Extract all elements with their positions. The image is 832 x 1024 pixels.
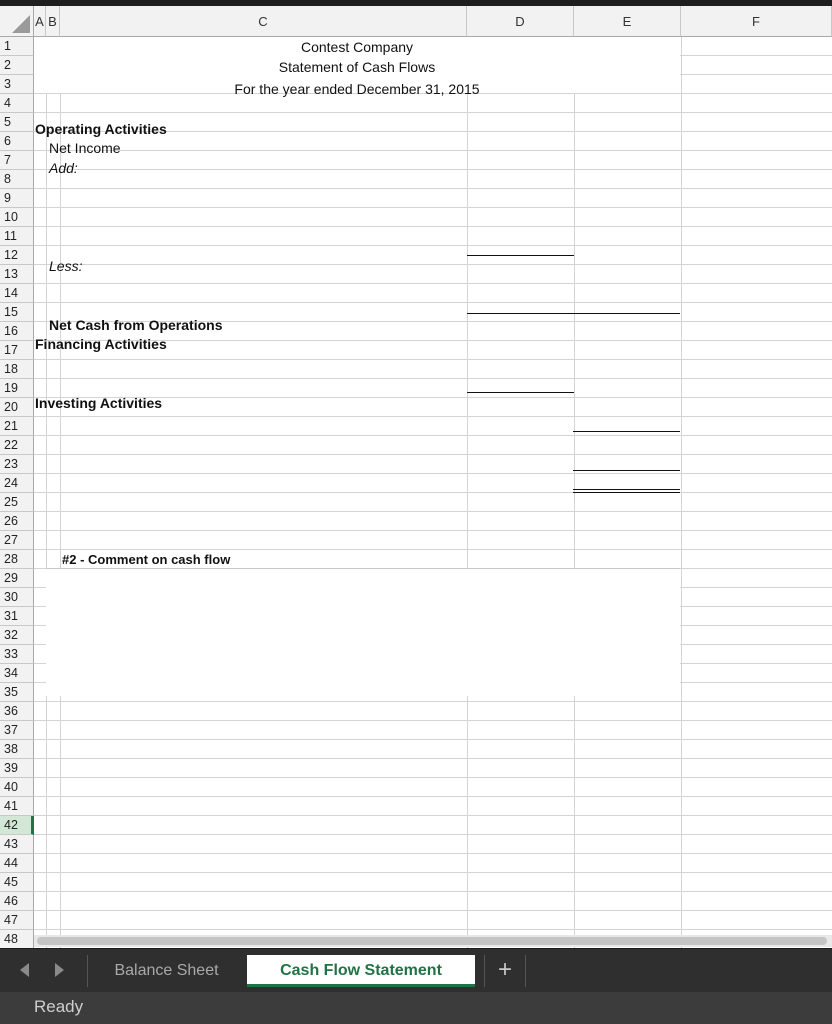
row-gridline: [34, 359, 832, 360]
row-header[interactable]: 29: [0, 569, 34, 588]
row-gridline: [34, 302, 832, 303]
add-label: Add:: [49, 160, 78, 176]
company-name: Contest Company: [300, 39, 414, 55]
row-gridline: [34, 150, 832, 151]
row-header[interactable]: 6: [0, 132, 34, 151]
column-header-b[interactable]: [46, 6, 60, 37]
row-gridline: [34, 112, 832, 113]
operating-activities-label: Operating Activities: [35, 121, 167, 137]
select-all-triangle-icon: [12, 15, 30, 33]
next-sheet-icon[interactable]: [55, 963, 64, 977]
row-header[interactable]: 40: [0, 778, 34, 797]
row-header[interactable]: 39: [0, 759, 34, 778]
column-header-label: B: [48, 13, 57, 29]
row-header[interactable]: 23: [0, 455, 34, 474]
row-header[interactable]: 21: [0, 417, 34, 436]
statement-period: For the year ended December 31, 2015: [234, 81, 480, 97]
row-gridline: [34, 283, 832, 284]
cell-grid[interactable]: [34, 37, 832, 948]
row-header[interactable]: 14: [0, 284, 34, 303]
row-gridline: [34, 378, 832, 379]
financing-activities-label: Financing Activities: [35, 336, 167, 352]
column-header-a[interactable]: [34, 6, 46, 37]
col-d-underline-row11: [467, 255, 574, 256]
row-header[interactable]: 4: [0, 94, 34, 113]
row-gridline: [34, 758, 832, 759]
row-gridline: [34, 264, 832, 265]
row-header[interactable]: 43: [0, 835, 34, 854]
row-header[interactable]: 9: [0, 189, 34, 208]
row-header[interactable]: 5: [0, 113, 34, 132]
row-header[interactable]: 33: [0, 645, 34, 664]
prev-sheet-icon[interactable]: [20, 963, 29, 977]
row-header[interactable]: 48: [0, 930, 34, 949]
row-header[interactable]: 36: [0, 702, 34, 721]
row-gridline: [34, 910, 832, 911]
col-d-underline-row18: [467, 392, 574, 393]
column-header-c[interactable]: [60, 6, 467, 37]
row-gridline: [34, 834, 832, 835]
row-header[interactable]: 28: [0, 550, 34, 569]
row-gridline: [34, 416, 832, 417]
sheet-tab-bar: [0, 948, 832, 993]
row-gridline: [34, 929, 832, 930]
row-gridline: [34, 777, 832, 778]
row-header[interactable]: 19: [0, 379, 34, 398]
col-e-underline-row20: [573, 431, 680, 432]
row-header[interactable]: 18: [0, 360, 34, 379]
tab-balance-sheet[interactable]: Balance Sheet: [87, 955, 245, 987]
row-header[interactable]: 17: [0, 341, 34, 360]
row-gridline: [34, 245, 832, 246]
column-header-label: E: [622, 13, 632, 29]
row-gridline: [34, 169, 832, 170]
row-gridline: [34, 739, 832, 740]
scrollbar-thumb[interactable]: [37, 937, 827, 945]
row-header[interactable]: 45: [0, 873, 34, 892]
col-e-double-underline-top: [573, 489, 680, 490]
status-bar: [0, 992, 832, 1024]
row-gridline: [34, 815, 832, 816]
row-header[interactable]: 10: [0, 208, 34, 227]
row-header[interactable]: 27: [0, 531, 34, 550]
status-text: Ready: [34, 997, 84, 1016]
comment-text-box[interactable]: [46, 568, 680, 696]
row-header[interactable]: 30: [0, 588, 34, 607]
statement-title: Statement of Cash Flows: [278, 59, 436, 75]
investing-activities-label: Investing Activities: [35, 395, 163, 411]
row-header[interactable]: 38: [0, 740, 34, 759]
row-gridline: [34, 435, 832, 436]
row-gridline: [34, 511, 832, 512]
row-gridline: [34, 796, 832, 797]
row-header[interactable]: 37: [0, 721, 34, 740]
row-header[interactable]: 35: [0, 683, 34, 702]
row-header[interactable]: 16: [0, 322, 34, 341]
row-header[interactable]: 7: [0, 151, 34, 170]
row-headers: [0, 37, 34, 948]
row-gridline: [34, 853, 832, 854]
horizontal-scrollbar[interactable]: [34, 935, 832, 947]
column-header-label: A: [35, 13, 44, 29]
row-header[interactable]: 46: [0, 892, 34, 911]
row-header[interactable]: 3: [0, 75, 34, 94]
row-gridline: [34, 872, 832, 873]
row-header[interactable]: 11: [0, 227, 34, 246]
less-label: Less:: [49, 258, 83, 274]
row-header[interactable]: 12: [0, 246, 34, 265]
row-gridline: [34, 454, 832, 455]
row-header[interactable]: 32: [0, 626, 34, 645]
row-gridline: [34, 530, 832, 531]
row-header[interactable]: 8: [0, 170, 34, 189]
column-header-d[interactable]: [467, 6, 574, 37]
row-gridline: [34, 226, 832, 227]
row-gridline: [34, 701, 832, 702]
add-sheet-button[interactable]: +: [484, 955, 526, 987]
row-header[interactable]: 24: [0, 474, 34, 493]
row-header[interactable]: 25: [0, 493, 34, 512]
row-gridline: [34, 207, 832, 208]
row-header[interactable]: 1: [0, 37, 34, 56]
row-gridline: [34, 492, 832, 493]
row-header[interactable]: 47: [0, 911, 34, 930]
column-header-e[interactable]: [574, 6, 681, 37]
row-gridline: [34, 473, 832, 474]
net-income-label: Net Income: [49, 140, 121, 156]
row-header[interactable]: 22: [0, 436, 34, 455]
column-header-f[interactable]: [681, 6, 832, 37]
net-cash-operations-label: Net Cash from Operations: [49, 317, 223, 333]
row-gridline: [34, 720, 832, 721]
row-header[interactable]: 42: [0, 816, 34, 835]
row-header[interactable]: 34: [0, 664, 34, 683]
row-header[interactable]: 13: [0, 265, 34, 284]
row-header[interactable]: 31: [0, 607, 34, 626]
col-e-double-underline-bottom: [573, 492, 680, 493]
row-gridline: [34, 891, 832, 892]
column-header-label: F: [752, 13, 760, 29]
tab-cash-flow-statement[interactable]: Cash Flow Statement: [247, 955, 475, 987]
row-header[interactable]: 41: [0, 797, 34, 816]
row-header[interactable]: 15: [0, 303, 34, 322]
column-header-label: C: [258, 13, 268, 29]
row-gridline: [34, 188, 832, 189]
col-e-underline-row22: [573, 470, 680, 471]
total-underline-row14: [467, 313, 680, 314]
row-header[interactable]: 26: [0, 512, 34, 531]
row-header[interactable]: 20: [0, 398, 34, 417]
comment-heading: #2 - Comment on cash flow: [62, 552, 231, 567]
column-header-label: D: [515, 13, 525, 29]
row-header[interactable]: 2: [0, 56, 34, 75]
row-header[interactable]: 44: [0, 854, 34, 873]
select-all-corner[interactable]: [0, 6, 34, 37]
